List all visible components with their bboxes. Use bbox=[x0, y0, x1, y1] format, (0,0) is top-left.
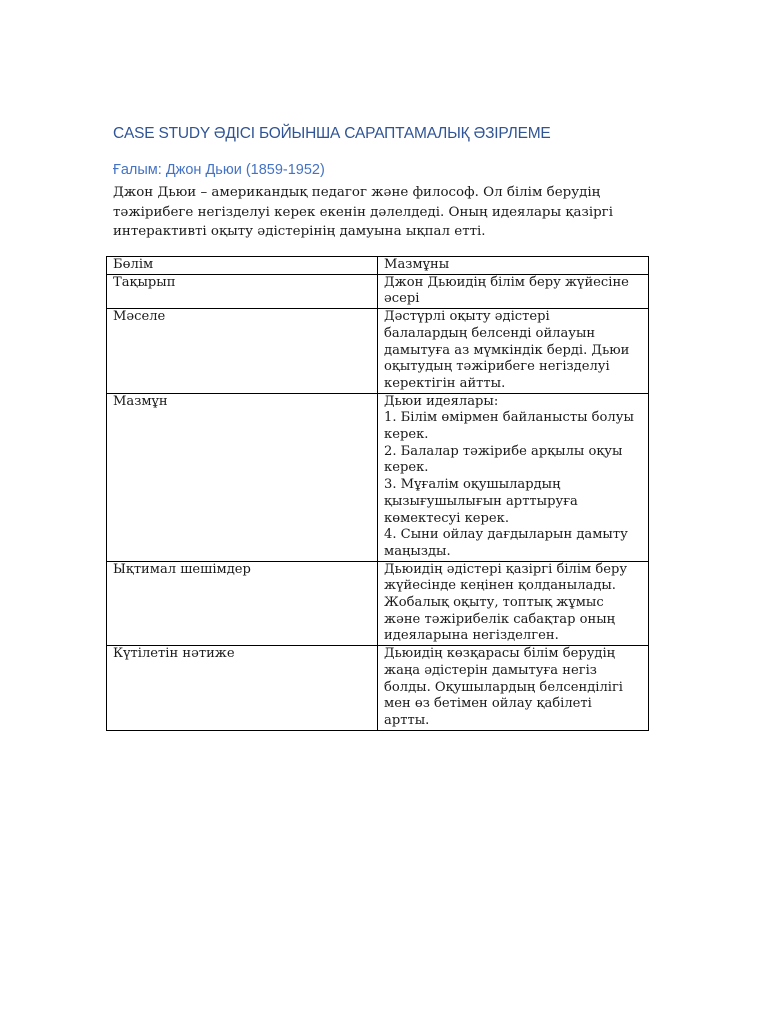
content-line: Джон Дьюидің білім беру жүйесіне bbox=[384, 274, 629, 290]
table-row bbox=[107, 393, 649, 561]
intro-paragraph bbox=[113, 183, 653, 242]
row-label-cell: Мәселе bbox=[107, 309, 378, 394]
content-line: артты. bbox=[384, 712, 430, 728]
intro-line: интерактивті оқыту әдістерінің дамуына ықпал етті. bbox=[113, 224, 486, 239]
content-line: идеяларына негізделген. bbox=[384, 628, 559, 644]
content-line: және тәжірибелік сабақтар оның bbox=[384, 611, 616, 627]
content-line: жүйесінде кеңінен қолданылады. bbox=[384, 578, 616, 594]
row-content-cell bbox=[378, 561, 649, 646]
content-line: керектігін айтты. bbox=[384, 375, 506, 391]
header-cell-section: Бөлім bbox=[107, 257, 378, 275]
content-line: керек. bbox=[384, 460, 429, 476]
header-cell-content: Мазмұны bbox=[378, 257, 649, 275]
case-study-table bbox=[106, 256, 649, 731]
content-line: Дьюидің әдістері қазіргі білім беру bbox=[384, 561, 628, 577]
content-line: маңызды. bbox=[384, 543, 451, 559]
document-title: CASE STUDY ӘДІСІ БОЙЫНША САРАПТАМАЛЫҚ ӘЗІРЛЕМЕ bbox=[113, 125, 551, 142]
content-line: дамытуға аз мүмкіндік берді. Дьюи bbox=[384, 342, 630, 358]
row-content-cell bbox=[378, 646, 649, 731]
content-line: Дәстүрлі оқыту әдістері bbox=[384, 309, 550, 325]
content-line: 2. Балалар тәжірибе арқылы оқуы bbox=[384, 443, 623, 459]
content-line: Дьюидің көзқарасы білім берудің bbox=[384, 646, 616, 662]
content-line: 4. Сыни ойлау дағдыларын дамыту bbox=[384, 527, 628, 543]
content-line: 1. Білім өмірмен байланысты болуы bbox=[384, 410, 634, 426]
content-line: әсері bbox=[384, 291, 420, 307]
table-header-row bbox=[107, 257, 649, 275]
content-line: болды. Оқушылардың белсенділігі bbox=[384, 679, 623, 695]
table-row bbox=[107, 274, 649, 308]
content-line: көмектесуі керек. bbox=[384, 510, 510, 526]
row-label-cell: Мазмұн bbox=[107, 393, 378, 561]
table-row bbox=[107, 309, 649, 394]
content-line: қызығушылығын арттыруға bbox=[384, 493, 578, 509]
content-line: балалардың белсенді ойлауын bbox=[384, 325, 596, 341]
document-subtitle: Ғалым: Джон Дьюи (1859-1952) bbox=[113, 162, 325, 178]
content-line: Дьюи идеялары: bbox=[384, 393, 499, 409]
row-label-cell: Ықтимал шешімдер bbox=[107, 561, 378, 646]
intro-line: тәжірибеге негізделуі керек екенін дәлелдеді. Оның идеялары қазіргі bbox=[113, 204, 613, 220]
table-row bbox=[107, 646, 649, 731]
table-row bbox=[107, 561, 649, 646]
row-content-cell bbox=[378, 274, 649, 308]
content-line: жаңа әдістерін дамытуға негіз bbox=[384, 662, 597, 678]
content-line: 3. Мұғалім оқушылардың bbox=[384, 477, 561, 493]
content-line: керек. bbox=[384, 427, 429, 443]
row-content-cell bbox=[378, 309, 649, 394]
row-content-cell bbox=[378, 393, 649, 561]
row-label-cell: Тақырып bbox=[107, 274, 378, 308]
content-line: мен өз бетімен ойлау қабілеті bbox=[384, 696, 592, 712]
row-label-cell: Күтілетін нәтиже bbox=[107, 646, 378, 731]
content-line: оқытудың тәжірибеге негізделуі bbox=[384, 359, 610, 375]
content-line: Жобалық оқыту, топтық жұмыс bbox=[384, 595, 604, 611]
intro-line: Джон Дьюи – американдық педагог және философ. Ол білім берудің bbox=[113, 185, 601, 200]
